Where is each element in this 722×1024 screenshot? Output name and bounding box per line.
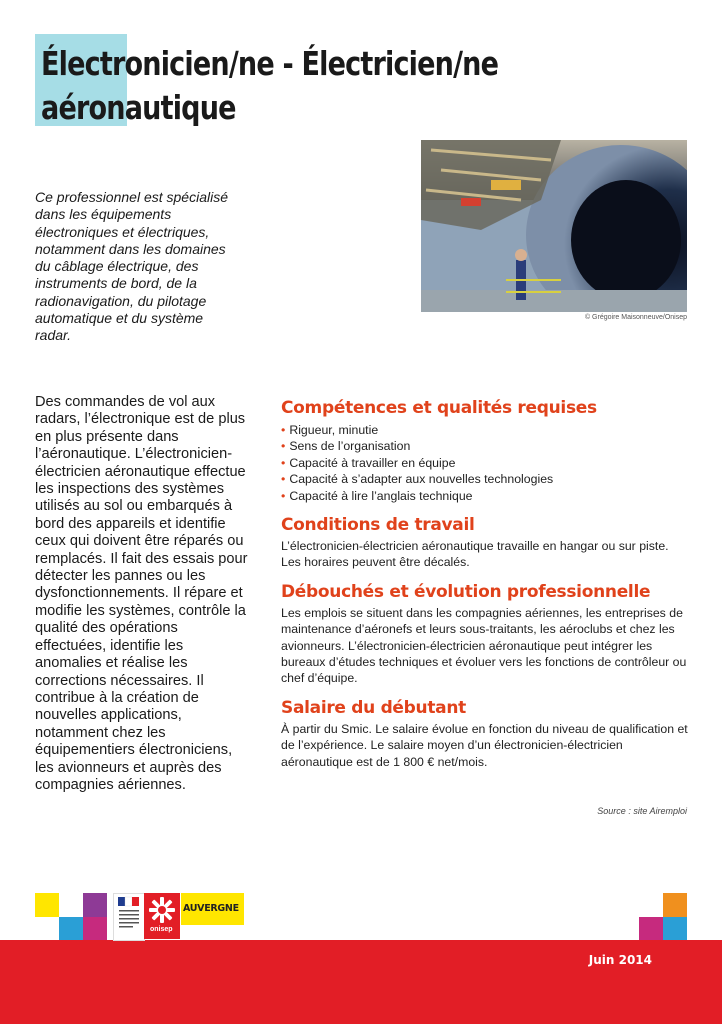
list-item: • Sens de l’organisation <box>281 438 691 454</box>
job-description: Des commandes de vol aux radars, l’électronique est de plus en plus présente dans l’aéronautique. L’électronicien-électricien aéronautique effectue les inspections des systèmes utilisés au sol ou embarqués à bord des appareils et identifie ceux qui doivent être réparés ou remplacés. Il fait des essais pour détecter les pannes ou les dysfonctionnements. Il répare et modifie les systèmes, contrôle la qualité des opérations effectuées, identifie les anomalies et réalise les corrections nécessaires. Il contribue à la création de nouvelles applications, notamment chez les équipementiers électroniciens, les avionneurs et auprès des compagnies aériennes. <box>35 394 248 793</box>
page-title <box>41 42 566 130</box>
competences-list <box>281 422 691 504</box>
list-item: • Capacité à lire l’anglais technique <box>281 488 691 504</box>
decorative-square <box>83 893 107 917</box>
title-line-2: aéronautique <box>41 88 236 127</box>
decorative-square <box>83 917 107 941</box>
list-item: • Rigueur, minutie <box>281 422 691 438</box>
title-line-1: Électronicien/ne - Électricien/ne <box>41 44 499 83</box>
section-title: Compétences et qualités requises <box>281 398 597 418</box>
section-text: Les emplois se situent dans les compagnies aériennes, les entreprises de maintenance d’aéronefs et leurs sous-traitants, les aéroclubs et chez les avionneurs. L’électronicien-électricien aéronautique peut intégrer les bureaux d’études techniques et évoluer vers les fonctions de contrôleur ou chef d’équipe. <box>281 605 687 686</box>
marianne-icon <box>114 894 144 940</box>
photo-credit: © Grégoire Maisonneuve/Onisep <box>584 314 687 321</box>
auvergne-label: AUVERGNE <box>183 903 239 914</box>
section-debouches <box>281 580 691 687</box>
list-item: • Capacité à travailler en équipe <box>281 455 691 471</box>
decorative-square <box>35 893 59 917</box>
source-note: Source : site Airemploi <box>597 806 687 816</box>
publication-date: Juin 2014 <box>588 953 652 967</box>
list-item: • Capacité à s’adapter aux nouvelles technologies <box>281 471 691 487</box>
ministry-logo <box>113 893 145 941</box>
section-salaire <box>281 696 691 770</box>
intro-text: Ce professionnel est spécialisé dans les équipements électroniques et électriques, notamment dans les domaines du câblage électrique, des instruments de bord, de la radionavigation, du pilotage automatique et du système radar. <box>35 189 228 344</box>
section-title: Salaire du débutant <box>281 697 466 718</box>
section-conditions <box>281 513 691 571</box>
decorative-square <box>663 893 687 917</box>
onisep-label: onisep <box>150 926 173 933</box>
photo-illustration <box>421 140 687 312</box>
decorative-square <box>663 917 687 941</box>
section-title: Conditions de travail <box>281 515 475 536</box>
decorative-square <box>639 917 663 941</box>
decorative-square <box>59 917 83 941</box>
section-text: À partir du Smic. Le salaire évolue en fonction du niveau de qualification et de l’expérience. Le salaire moyen d’un électronicien-électricien aéronautique est de 1 800 € net/mois. <box>281 721 688 769</box>
section-competences <box>281 396 691 504</box>
section-title: Débouchés et évolution professionnelle <box>281 581 651 602</box>
technician-engine-photo <box>421 140 687 312</box>
section-text: L’électronicien-électricien aéronautique travaille en hangar ou sur piste. Les horaires peuvent être décalés. <box>281 539 669 570</box>
details-column <box>281 396 691 779</box>
